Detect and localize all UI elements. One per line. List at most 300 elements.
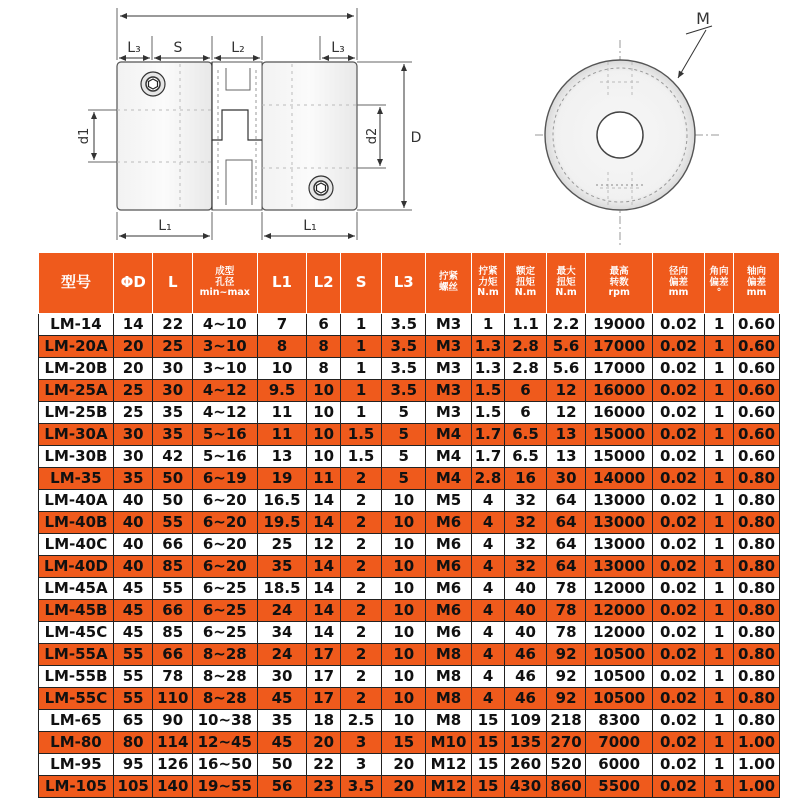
table-cell: 4	[471, 556, 504, 578]
table-cell: M6	[426, 622, 472, 644]
column-header-text: 额定	[515, 265, 535, 277]
table-row	[39, 424, 780, 446]
side-view	[77, 8, 421, 240]
table-cell: 10500	[586, 688, 653, 710]
column-header-text: L	[167, 273, 178, 292]
table-cell: 45	[257, 732, 307, 754]
column-header-text: 偏差	[668, 276, 688, 288]
table-cell: 5.6	[546, 358, 586, 380]
table-cell: 22	[153, 314, 193, 336]
model-cell: LM-30B	[39, 446, 114, 468]
table-row	[39, 512, 780, 534]
table-cell: 1	[704, 600, 733, 622]
table-row	[39, 688, 780, 710]
table-cell: 4	[471, 666, 504, 688]
table-cell: M3	[426, 336, 472, 358]
table-cell: 5	[382, 446, 426, 468]
table-cell: 1	[340, 314, 382, 336]
table-cell: M8	[426, 644, 472, 666]
table-cell: 1	[704, 446, 733, 468]
table-cell: 0.80	[734, 666, 780, 688]
table-cell: 20	[382, 754, 426, 776]
table-cell: 14000	[586, 468, 653, 490]
dim-label-d1: d1	[77, 127, 92, 145]
column-header-text: N.m	[514, 287, 537, 299]
table-cell: 0.80	[734, 600, 780, 622]
spec-table-body	[39, 314, 780, 798]
column-header-text: 偏差	[747, 276, 767, 288]
table-cell: 6.5	[505, 446, 547, 468]
table-cell: 14	[307, 622, 340, 644]
table-cell: 0.80	[734, 512, 780, 534]
table-cell: 12000	[586, 622, 653, 644]
table-cell: 35	[153, 402, 193, 424]
table-cell: 6000	[586, 754, 653, 776]
table-row	[39, 358, 780, 380]
table-cell: 5	[382, 424, 426, 446]
table-cell: 1.00	[734, 754, 780, 776]
table-cell: 10	[257, 358, 307, 380]
table-cell: 40	[113, 534, 153, 556]
table-cell: 19000	[586, 314, 653, 336]
table-cell: 24	[257, 644, 307, 666]
table-cell: 0.02	[652, 446, 704, 468]
table-cell: 12	[307, 534, 340, 556]
model-cell: LM-105	[39, 776, 114, 798]
column-header	[546, 253, 586, 314]
table-cell: 1	[704, 358, 733, 380]
table-cell: M12	[426, 754, 472, 776]
table-cell: 13	[546, 446, 586, 468]
table-cell: M8	[426, 688, 472, 710]
column-header	[652, 253, 704, 314]
table-cell: 114	[153, 732, 193, 754]
dim-label-l3-left: L₃	[127, 40, 141, 56]
table-cell: M4	[426, 468, 472, 490]
table-cell: 0.02	[652, 688, 704, 710]
spec-header-row	[39, 253, 780, 314]
column-header-text: 扭矩	[556, 276, 576, 288]
table-cell: 95	[113, 754, 153, 776]
table-cell: 0.02	[652, 336, 704, 358]
table-cell: 3.5	[382, 336, 426, 358]
table-cell: M3	[426, 358, 472, 380]
table-cell: 13000	[586, 556, 653, 578]
table-cell: 1	[704, 490, 733, 512]
table-cell: 78	[546, 578, 586, 600]
table-row	[39, 336, 780, 358]
dim-label-outer-d: D	[410, 130, 422, 146]
table-row	[39, 732, 780, 754]
table-cell: 14	[307, 556, 340, 578]
table-cell: 7	[257, 314, 307, 336]
table-cell: 1	[704, 336, 733, 358]
table-cell: 13	[257, 446, 307, 468]
table-cell: 4	[471, 644, 504, 666]
table-cell: 30	[257, 666, 307, 688]
table-cell: 4	[471, 600, 504, 622]
table-cell: 30	[153, 380, 193, 402]
set-screw-icon	[309, 176, 333, 200]
table-cell: 1.1	[505, 314, 547, 336]
table-cell: 1.3	[471, 336, 504, 358]
table-cell: 15	[382, 732, 426, 754]
table-cell: 430	[505, 776, 547, 798]
column-header	[426, 253, 472, 314]
column-header	[257, 253, 307, 314]
column-header-text: 径向	[668, 265, 688, 277]
table-cell: 2.8	[471, 468, 504, 490]
table-cell: 4	[471, 688, 504, 710]
table-cell: 35	[113, 468, 153, 490]
table-cell: 30	[113, 424, 153, 446]
table-row	[39, 380, 780, 402]
table-cell: M4	[426, 446, 472, 468]
table-cell: 3~10	[193, 358, 258, 380]
table-row	[39, 600, 780, 622]
column-header-text: ΦD	[120, 273, 146, 292]
table-cell: 8~28	[193, 644, 258, 666]
table-cell: 10	[382, 600, 426, 622]
model-cell: LM-40B	[39, 512, 114, 534]
table-cell: 3~10	[193, 336, 258, 358]
table-cell: 3.5	[382, 380, 426, 402]
table-cell: 109	[505, 710, 547, 732]
table-row	[39, 446, 780, 468]
column-header	[505, 253, 547, 314]
table-cell: 5	[382, 468, 426, 490]
table-cell: 1	[704, 556, 733, 578]
table-cell: 85	[153, 622, 193, 644]
table-cell: 20	[307, 732, 340, 754]
column-header	[734, 253, 780, 314]
table-cell: 10	[382, 556, 426, 578]
table-cell: 1	[340, 402, 382, 424]
table-cell: 4~10	[193, 314, 258, 336]
table-cell: 1	[340, 336, 382, 358]
model-cell: LM-40D	[39, 556, 114, 578]
table-cell: 15	[471, 776, 504, 798]
model-cell: LM-20A	[39, 336, 114, 358]
table-cell: 15000	[586, 424, 653, 446]
column-header	[193, 253, 258, 314]
table-cell: 40	[505, 600, 547, 622]
table-cell: 46	[505, 688, 547, 710]
model-cell: LM-80	[39, 732, 114, 754]
table-cell: 32	[505, 512, 547, 534]
table-cell: 8	[307, 336, 340, 358]
table-cell: 860	[546, 776, 586, 798]
table-row	[39, 556, 780, 578]
table-cell: 11	[257, 402, 307, 424]
model-cell: LM-55A	[39, 644, 114, 666]
table-cell: 4	[471, 578, 504, 600]
table-cell: 8~28	[193, 688, 258, 710]
model-cell: LM-35	[39, 468, 114, 490]
model-cell: LM-95	[39, 754, 114, 776]
end-view	[535, 9, 722, 245]
label-m-screw: M	[696, 9, 710, 28]
table-cell: 13000	[586, 534, 653, 556]
table-cell: 3.5	[340, 776, 382, 798]
table-cell: M5	[426, 490, 472, 512]
table-cell: 8	[257, 336, 307, 358]
table-cell: 13	[546, 424, 586, 446]
table-cell: 18	[307, 710, 340, 732]
table-row	[39, 644, 780, 666]
table-cell: 2	[340, 534, 382, 556]
table-cell: 10	[382, 644, 426, 666]
table-cell: 1	[704, 754, 733, 776]
dim-label-d2: d2	[365, 127, 380, 145]
table-cell: 2	[340, 688, 382, 710]
table-cell: 2	[340, 666, 382, 688]
table-cell: 10	[382, 666, 426, 688]
table-cell: 0.02	[652, 402, 704, 424]
table-cell: 10	[382, 512, 426, 534]
table-cell: 0.02	[652, 358, 704, 380]
table-cell: 12000	[586, 600, 653, 622]
table-cell: M6	[426, 512, 472, 534]
table-cell: 110	[153, 688, 193, 710]
table-cell: 64	[546, 490, 586, 512]
column-header-text: 螺丝	[438, 282, 458, 293]
table-cell: 25	[257, 534, 307, 556]
table-cell: 520	[546, 754, 586, 776]
table-cell: 65	[113, 710, 153, 732]
table-cell: 1	[704, 732, 733, 754]
column-header-text: 转数	[609, 276, 629, 288]
table-cell: 2	[340, 512, 382, 534]
table-row	[39, 578, 780, 600]
table-cell: 218	[546, 710, 586, 732]
table-cell: 0.80	[734, 644, 780, 666]
table-cell: 14	[307, 490, 340, 512]
table-cell: 0.60	[734, 402, 780, 424]
table-cell: 0.02	[652, 710, 704, 732]
table-cell: 66	[153, 600, 193, 622]
table-cell: 3	[340, 754, 382, 776]
table-cell: 0.02	[652, 424, 704, 446]
table-cell: M12	[426, 776, 472, 798]
table-cell: 40	[113, 556, 153, 578]
table-cell: 46	[505, 644, 547, 666]
model-cell: LM-55B	[39, 666, 114, 688]
table-cell: M8	[426, 710, 472, 732]
table-cell: 10	[382, 534, 426, 556]
table-cell: 35	[257, 556, 307, 578]
column-header	[586, 253, 653, 314]
model-cell: LM-65	[39, 710, 114, 732]
table-cell: 10500	[586, 666, 653, 688]
table-cell: 64	[546, 556, 586, 578]
table-cell: 30	[153, 358, 193, 380]
table-cell: 16000	[586, 402, 653, 424]
column-header-text: 力矩	[478, 276, 498, 288]
column-header-text: N.m	[477, 287, 499, 299]
column-header-text: 孔径	[215, 276, 235, 288]
table-cell: 13000	[586, 490, 653, 512]
table-cell: 42	[153, 446, 193, 468]
table-cell: 4~12	[193, 402, 258, 424]
table-cell: 25	[113, 402, 153, 424]
table-cell: 32	[505, 490, 547, 512]
table-cell: 24	[257, 600, 307, 622]
table-cell: 13000	[586, 512, 653, 534]
column-header-text: N.m	[555, 287, 577, 299]
table-cell: 3	[340, 732, 382, 754]
table-cell: 1	[471, 314, 504, 336]
table-cell: 1	[340, 358, 382, 380]
table-cell: 0.02	[652, 578, 704, 600]
table-cell: 0.80	[734, 622, 780, 644]
table-cell: 11	[257, 424, 307, 446]
column-header-text: 拧紧	[438, 271, 458, 283]
table-cell: 66	[153, 534, 193, 556]
table-cell: 5~16	[193, 446, 258, 468]
dim-label-l2: L₂	[231, 40, 245, 56]
column-header-text: min~max	[199, 287, 250, 299]
table-cell: 14	[307, 578, 340, 600]
table-cell: 8	[307, 358, 340, 380]
table-cell: 35	[257, 710, 307, 732]
table-cell: M6	[426, 578, 472, 600]
dim-label-l3-right: L₃	[331, 40, 345, 56]
column-header-text: mm	[746, 287, 767, 299]
table-cell: 1.5	[340, 424, 382, 446]
table-cell: 1.00	[734, 732, 780, 754]
table-cell: 0.02	[652, 600, 704, 622]
table-cell: 25	[113, 380, 153, 402]
table-cell: 35	[153, 424, 193, 446]
table-cell: 5	[382, 402, 426, 424]
table-cell: 0.80	[734, 490, 780, 512]
table-cell: M8	[426, 666, 472, 688]
table-cell: 1.3	[471, 358, 504, 380]
table-cell: 80	[113, 732, 153, 754]
table-cell: 0.02	[652, 512, 704, 534]
table-row	[39, 666, 780, 688]
table-cell: 0.80	[734, 688, 780, 710]
table-cell: 2.8	[505, 336, 547, 358]
model-cell: LM-45A	[39, 578, 114, 600]
table-cell: 4	[471, 534, 504, 556]
table-cell: M6	[426, 534, 472, 556]
table-cell: 45	[113, 600, 153, 622]
column-header-text: 角向	[709, 265, 729, 277]
table-cell: 1	[704, 622, 733, 644]
table-cell: M6	[426, 600, 472, 622]
table-cell: 0.02	[652, 644, 704, 666]
table-cell: 6~25	[193, 578, 258, 600]
table-cell: 6~20	[193, 556, 258, 578]
table-cell: 18.5	[257, 578, 307, 600]
column-header	[471, 253, 504, 314]
table-cell: 6~20	[193, 534, 258, 556]
table-cell: 3.5	[382, 358, 426, 380]
table-cell: 0.60	[734, 314, 780, 336]
table-cell: 32	[505, 556, 547, 578]
column-header-text: L2	[313, 273, 334, 292]
table-cell: 10	[382, 710, 426, 732]
table-cell: 5500	[586, 776, 653, 798]
column-header-text: °	[716, 287, 722, 299]
table-cell: 15	[471, 754, 504, 776]
column-header-text: mm	[668, 287, 689, 299]
table-cell: 45	[113, 622, 153, 644]
table-cell: 0.02	[652, 380, 704, 402]
table-cell: 4~12	[193, 380, 258, 402]
table-cell: 2	[340, 644, 382, 666]
table-cell: 1	[704, 688, 733, 710]
table-cell: 10	[307, 446, 340, 468]
column-header	[307, 253, 340, 314]
table-cell: 2.8	[505, 358, 547, 380]
table-cell: 260	[505, 754, 547, 776]
table-cell: 4	[471, 622, 504, 644]
column-header	[382, 253, 426, 314]
column-header-text: L1	[272, 273, 292, 292]
column-header-text: 最大	[556, 265, 576, 277]
table-cell: 15000	[586, 446, 653, 468]
table-cell: 10	[307, 380, 340, 402]
table-cell: 40	[505, 622, 547, 644]
table-cell: 20	[382, 776, 426, 798]
table-cell: 45	[257, 688, 307, 710]
table-cell: 0.02	[652, 468, 704, 490]
table-cell: 2	[340, 468, 382, 490]
table-cell: 0.60	[734, 424, 780, 446]
table-cell: 0.60	[734, 358, 780, 380]
dim-label-l1-left: L₁	[158, 218, 172, 234]
column-header-text: 成型	[215, 265, 235, 277]
table-cell: 1	[704, 512, 733, 534]
table-cell: M6	[426, 556, 472, 578]
table-cell: 2	[340, 490, 382, 512]
table-cell: 1	[704, 710, 733, 732]
table-cell: 10500	[586, 644, 653, 666]
table-cell: 40	[113, 490, 153, 512]
table-cell: 15	[471, 710, 504, 732]
table-row	[39, 402, 780, 424]
table-cell: 17	[307, 688, 340, 710]
table-cell: 55	[153, 512, 193, 534]
table-cell: 6~20	[193, 490, 258, 512]
table-cell: 5~16	[193, 424, 258, 446]
table-cell: 126	[153, 754, 193, 776]
table-cell: 14	[307, 600, 340, 622]
table-cell: 1	[704, 468, 733, 490]
table-cell: 2	[340, 600, 382, 622]
table-cell: 92	[546, 688, 586, 710]
table-cell: 9.5	[257, 380, 307, 402]
table-cell: 64	[546, 534, 586, 556]
table-cell: 30	[113, 446, 153, 468]
column-header	[39, 253, 114, 314]
column-header	[153, 253, 193, 314]
table-cell: 85	[153, 556, 193, 578]
table-cell: 40	[505, 578, 547, 600]
column-header	[340, 253, 382, 314]
table-row	[39, 314, 780, 336]
table-cell: 3.5	[382, 314, 426, 336]
column-header	[704, 253, 733, 314]
table-cell: 10	[382, 622, 426, 644]
table-cell: 12	[546, 380, 586, 402]
table-cell: 1.5	[340, 446, 382, 468]
table-cell: M10	[426, 732, 472, 754]
table-cell: 16000	[586, 380, 653, 402]
